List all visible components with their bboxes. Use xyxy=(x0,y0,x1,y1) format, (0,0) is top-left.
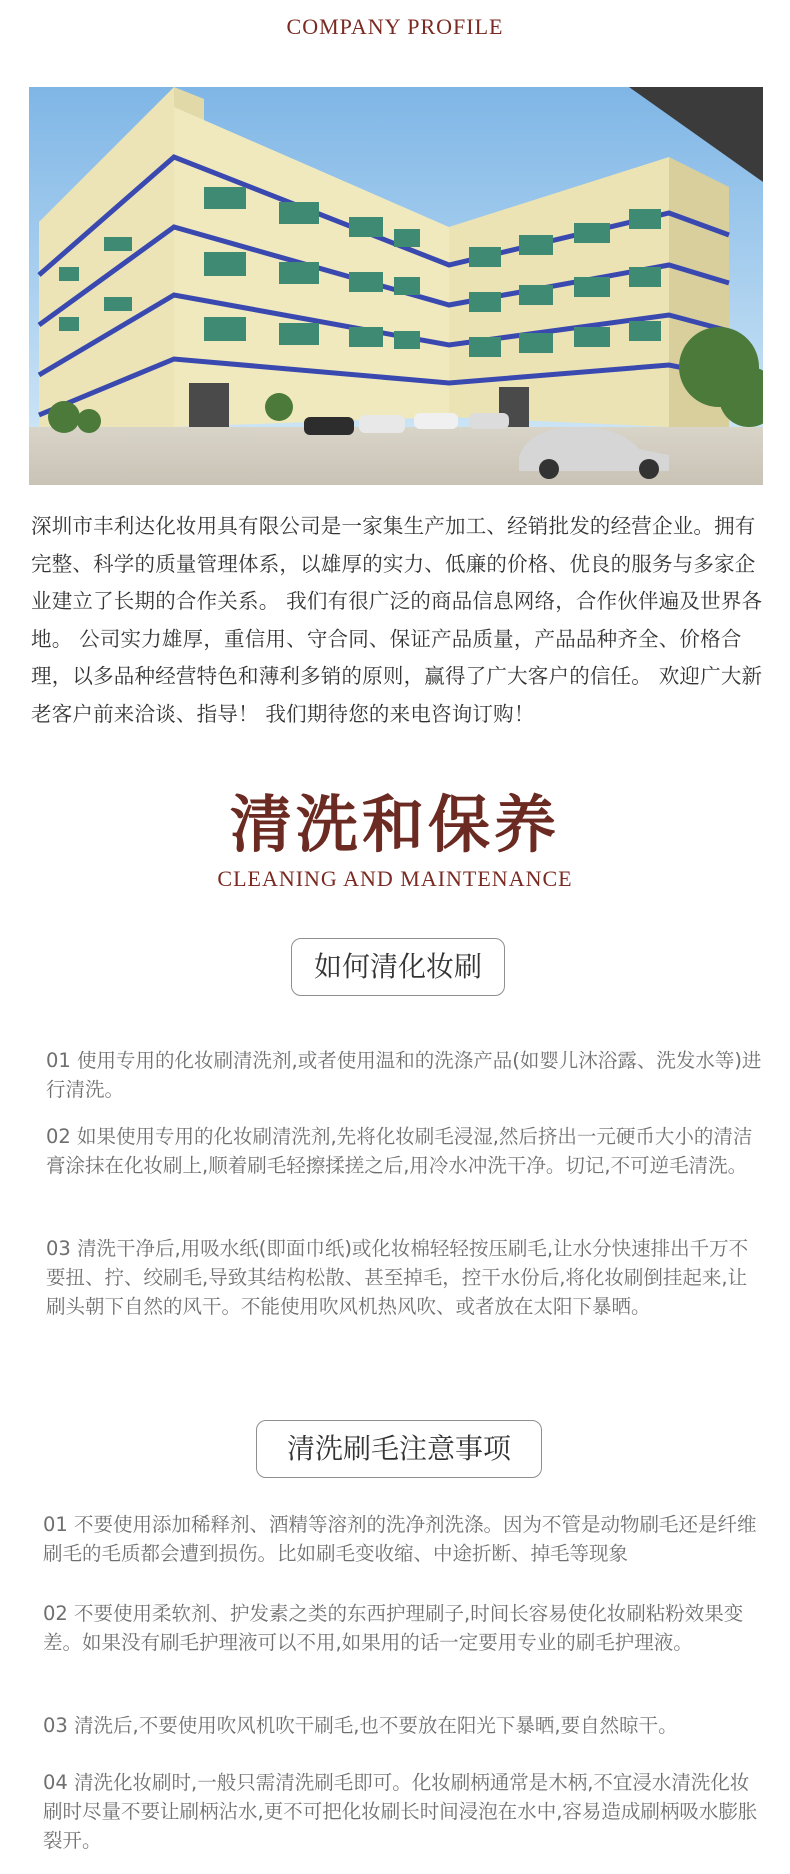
company-intro: 深圳市丰利达化妆用具有限公司是一家集生产加工、经销批发的经营企业。拥有完整、科学的质量管理体系，以雄厚的实力、低廉的价格、优良的服务与多家企业建立了长期的合作关系。 我们有很广泛的商品信息网络，合作伙伴遍及世界各地。 公司实力雄厚，重信用、守合同、保证产品质量，产品品种齐全、价格合理，以多品种经营特色和薄利多销的原则，赢得了广大客户的信任。 欢迎广大新老客户前来洽谈、指导！ 我们期待您的来电咨询订购！ xyxy=(31,514,763,726)
clean-step-2: 02 如果使用专用的化妆刷清洗剂,先将化妆刷毛浸湿,然后挤出一元硬币大小的清洁膏涂抹在化妆刷上,顺着刷毛轻擦揉搓之后,用冷水冲洗干净。切记,不可逆毛清洗。 xyxy=(46,1125,753,1177)
company-title-cut xyxy=(0,0,790,8)
precaution-4: 04 清洗化妆刷时,一般只需清洗刷毛即可。化妆刷柄通常是木柄,不宜浸水清洗化妆刷时尽量不要让刷柄沾水,更不可把化妆刷长时间浸泡在水中,容易造成刷柄吸水膨胀裂开。 xyxy=(43,1771,758,1852)
precautions-heading: 清洗刷毛注意事项 xyxy=(256,1420,542,1478)
precaution-1: 01 不要使用添加稀释剂、酒精等溶剂的洗净剂洗涤。因为不管是动物刷毛还是纤维刷毛的毛质都会遭到损伤。比如刷毛变收缩、中途折断、掉毛等现象 xyxy=(43,1513,757,1565)
factory-photo xyxy=(29,87,763,485)
precaution-2: 02 不要使用柔软剂、护发素之类的东西护理刷子,时间长容易使化妆刷粘粉效果变差。如果没有刷毛护理液可以不用,如果用的话一定要用专业的刷毛护理液。 xyxy=(43,1602,744,1654)
precaution-3: 03 清洗后,不要使用吹风机吹干刷毛,也不要放在阳光下暴晒,要自然晾干。 xyxy=(43,1714,678,1737)
clean-step-1: 01 使用专用的化妆刷清洗剂,或者使用温和的洗涤产品(如婴儿沐浴露、洗发水等)进行清洗。 xyxy=(46,1049,762,1101)
cleaning-subtitle: CLEANING AND MAINTENANCE xyxy=(217,866,573,891)
clean-step-3: 03 清洗干净后,用吸水纸(即面巾纸)或化妆棉轻轻按压刷毛,让水分快速排出千万不要扭、拧、绞刷毛,导致其结构松散、甚至掉毛，控干水份后,将化妆刷倒挂起来,让刷头朝下自然的风干。不能使用吹风机热风吹、或者放在太阳下暴晒。 xyxy=(46,1237,749,1318)
how-to-clean-heading: 如何清化妆刷 xyxy=(291,938,505,996)
company-profile-subtitle: COMPANY PROFILE xyxy=(286,14,504,39)
cleaning-title: 清洗和保养 xyxy=(229,788,560,861)
